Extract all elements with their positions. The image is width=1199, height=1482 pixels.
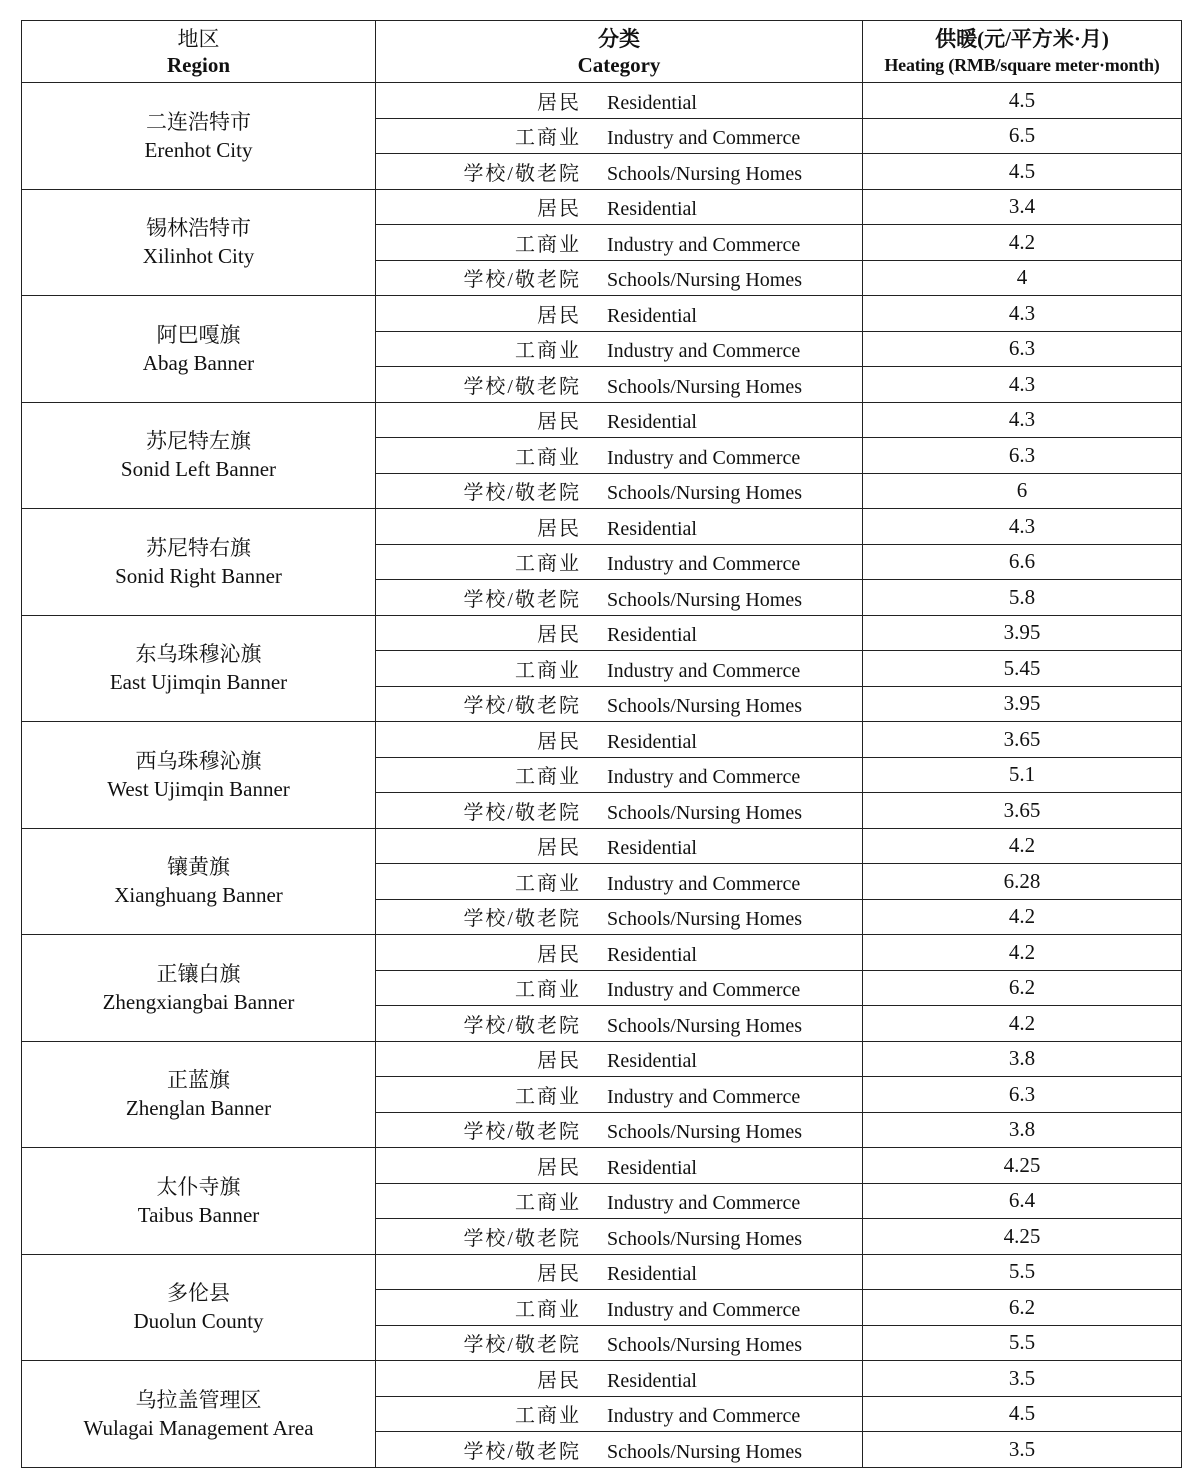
heating-price-cell: 4.5 <box>863 83 1182 119</box>
region-cell <box>22 615 376 722</box>
category-cell <box>376 686 863 722</box>
region-name-zh: 苏尼特右旗 <box>146 535 251 560</box>
category-label-zh: 居民 <box>537 837 581 860</box>
heating-price-cell: 4.2 <box>863 899 1182 935</box>
table-row <box>22 402 1182 438</box>
table-row <box>22 828 1182 864</box>
category-label-en: Schools/Nursing Homes <box>607 908 802 931</box>
region-name-zh: 多伦县 <box>167 1281 230 1306</box>
table-row <box>22 296 1182 332</box>
category-label-zh: 工商业 <box>515 340 581 363</box>
heating-price-cell: 3.65 <box>863 793 1182 829</box>
category-label-en: Residential <box>607 1156 697 1179</box>
category-label-zh: 居民 <box>537 1050 581 1073</box>
region-cell <box>22 828 376 935</box>
category-label-zh: 工商业 <box>515 446 581 469</box>
heating-price-cell: 6 <box>863 473 1182 509</box>
category-label-en: Residential <box>607 730 697 753</box>
heating-price-cell: 5.45 <box>863 651 1182 687</box>
heating-price-cell: 4.25 <box>863 1219 1182 1255</box>
category-cell <box>376 935 863 971</box>
category-label-en: Residential <box>607 624 697 647</box>
category-label-zh: 学校/敬老院 <box>463 1227 581 1250</box>
region-name-zh: 东乌珠穆沁旗 <box>135 642 262 667</box>
region-name-en: Xianghuang Banner <box>114 883 283 908</box>
category-label-en: Residential <box>607 837 697 860</box>
category-cell <box>376 509 863 545</box>
region-cell <box>22 509 376 616</box>
table-row <box>22 1041 1182 1077</box>
category-label-en: Schools/Nursing Homes <box>607 1334 802 1357</box>
heating-price-cell: 5.1 <box>863 757 1182 793</box>
category-cell <box>376 1006 863 1042</box>
category-label-zh: 工商业 <box>515 872 581 895</box>
category-label-en: Industry and Commerce <box>607 1298 801 1321</box>
category-cell <box>376 367 863 403</box>
region-name-en: Xilinhot City <box>142 244 255 269</box>
category-cell <box>376 1325 863 1361</box>
category-label-zh: 居民 <box>537 1156 581 1179</box>
category-cell <box>376 402 863 438</box>
heating-header <box>863 21 1182 83</box>
category-label-en: Schools/Nursing Homes <box>607 162 802 185</box>
region-name-zh: 镶黄旗 <box>167 855 230 880</box>
category-label-en: Schools/Nursing Homes <box>607 375 802 398</box>
category-label-zh: 学校/敬老院 <box>463 908 581 931</box>
category-label-zh: 学校/敬老院 <box>463 695 581 718</box>
category-label-zh: 居民 <box>537 730 581 753</box>
category-cell <box>376 1290 863 1326</box>
category-cell <box>376 473 863 509</box>
table-body <box>22 83 1182 1468</box>
category-label-zh: 居民 <box>537 198 581 221</box>
category-label-en: Schools/Nursing Homes <box>607 1227 802 1250</box>
region-name-en: Abag Banner <box>142 350 255 375</box>
table-row <box>22 83 1182 119</box>
heating-price-cell: 6.4 <box>863 1183 1182 1219</box>
category-label-en: Residential <box>607 943 697 966</box>
category-cell <box>376 331 863 367</box>
region-name-zh: 二连浩特市 <box>146 109 251 134</box>
region-name-en: Taibus Banner <box>137 1202 260 1227</box>
region-name-en: East Ujimqin Banner <box>109 670 288 695</box>
category-label-en: Industry and Commerce <box>607 233 801 256</box>
category-label-en: Industry and Commerce <box>607 979 801 1002</box>
table-row <box>22 189 1182 225</box>
category-label-en: Industry and Commerce <box>607 1405 801 1428</box>
category-label-en: Industry and Commerce <box>607 766 801 789</box>
category-label-en: Schools/Nursing Homes <box>607 482 802 505</box>
category-label-en: Industry and Commerce <box>607 1085 801 1108</box>
category-label-zh: 学校/敬老院 <box>463 588 581 611</box>
region-header-en: Region <box>167 52 230 77</box>
category-cell <box>376 1396 863 1432</box>
category-label-zh: 学校/敬老院 <box>463 1014 581 1037</box>
category-cell <box>376 1077 863 1113</box>
category-label-en: Schools/Nursing Homes <box>607 1440 802 1463</box>
category-cell <box>376 1432 863 1468</box>
heating-price-cell: 3.4 <box>863 189 1182 225</box>
region-name-zh: 乌拉盖管理区 <box>135 1387 262 1412</box>
table-row <box>22 1254 1182 1290</box>
category-label-en: Industry and Commerce <box>607 872 801 895</box>
region-cell <box>22 935 376 1042</box>
category-label-zh: 居民 <box>537 1369 581 1392</box>
category-label-zh: 工商业 <box>515 1405 581 1428</box>
category-cell <box>376 970 863 1006</box>
heating-price-cell: 3.8 <box>863 1112 1182 1148</box>
category-label-en: Schools/Nursing Homes <box>607 801 802 824</box>
category-cell <box>376 544 863 580</box>
table-row <box>22 935 1182 971</box>
category-cell <box>376 757 863 793</box>
region-name-zh: 阿巴嘎旗 <box>156 322 241 347</box>
heating-price-cell: 4.3 <box>863 402 1182 438</box>
region-cell <box>22 1148 376 1255</box>
category-label-zh: 学校/敬老院 <box>463 162 581 185</box>
heating-price-cell: 3.8 <box>863 1041 1182 1077</box>
category-label-en: Industry and Commerce <box>607 1192 801 1215</box>
heating-price-cell: 6.2 <box>863 1290 1182 1326</box>
category-cell <box>376 899 863 935</box>
category-label-en: Schools/Nursing Homes <box>607 269 802 292</box>
category-label-en: Residential <box>607 91 697 114</box>
region-name-zh: 苏尼特左旗 <box>146 429 251 454</box>
category-header-en: Category <box>577 52 661 77</box>
region-header <box>22 21 376 83</box>
category-cell <box>376 83 863 119</box>
category-header-zh: 分类 <box>598 26 640 51</box>
heating-price-cell: 6.2 <box>863 970 1182 1006</box>
category-label-zh: 学校/敬老院 <box>463 1440 581 1463</box>
heating-price-cell: 5.8 <box>863 580 1182 616</box>
heating-price-cell: 4.5 <box>863 1396 1182 1432</box>
category-label-zh: 居民 <box>537 624 581 647</box>
heating-price-cell: 4.2 <box>863 828 1182 864</box>
category-label-zh: 学校/敬老院 <box>463 375 581 398</box>
heating-price-cell: 4.2 <box>863 1006 1182 1042</box>
region-name-en: Sonid Right Banner <box>115 563 282 588</box>
category-cell <box>376 1254 863 1290</box>
category-cell <box>376 1183 863 1219</box>
category-label-en: Schools/Nursing Homes <box>607 695 802 718</box>
category-label-en: Industry and Commerce <box>607 553 801 576</box>
heating-price-cell: 6.3 <box>863 438 1182 474</box>
category-cell <box>376 828 863 864</box>
category-label-zh: 学校/敬老院 <box>463 1334 581 1357</box>
heating-price-cell: 4.2 <box>863 935 1182 971</box>
heating-price-cell: 6.28 <box>863 864 1182 900</box>
category-label-zh: 工商业 <box>515 1085 581 1108</box>
table-row <box>22 615 1182 651</box>
category-header <box>376 21 863 83</box>
category-label-zh: 居民 <box>537 304 581 327</box>
category-label-en: Residential <box>607 517 697 540</box>
category-label-en: Schools/Nursing Homes <box>607 588 802 611</box>
region-name-en: Zhengxiangbai Banner <box>102 989 295 1014</box>
category-label-en: Residential <box>607 1050 697 1073</box>
heating-price-cell: 4.5 <box>863 154 1182 190</box>
category-cell <box>376 1148 863 1184</box>
table-row <box>22 509 1182 545</box>
heating-price-cell: 4.3 <box>863 367 1182 403</box>
category-cell <box>376 296 863 332</box>
heating-price-cell: 6.3 <box>863 331 1182 367</box>
category-label-zh: 工商业 <box>515 127 581 150</box>
category-label-en: Residential <box>607 304 697 327</box>
region-name-en: Zhenglan Banner <box>125 1096 272 1121</box>
region-name-en: West Ujimqin Banner <box>107 776 290 801</box>
category-label-zh: 工商业 <box>515 553 581 576</box>
category-cell <box>376 1112 863 1148</box>
category-cell <box>376 722 863 758</box>
category-label-en: Industry and Commerce <box>607 127 801 150</box>
category-cell <box>376 793 863 829</box>
category-cell <box>376 189 863 225</box>
category-label-zh: 居民 <box>537 91 581 114</box>
region-name-zh: 正镶白旗 <box>156 961 241 986</box>
category-label-zh: 工商业 <box>515 1192 581 1215</box>
table-row <box>22 1361 1182 1397</box>
category-cell <box>376 260 863 296</box>
category-cell <box>376 154 863 190</box>
category-label-zh: 工商业 <box>515 659 581 682</box>
category-cell <box>376 615 863 651</box>
table-row <box>22 722 1182 758</box>
region-name-zh: 正蓝旗 <box>167 1068 230 1093</box>
heating-price-cell: 3.5 <box>863 1432 1182 1468</box>
category-label-zh: 居民 <box>537 411 581 434</box>
category-label-zh: 工商业 <box>515 1298 581 1321</box>
category-label-zh: 居民 <box>537 517 581 540</box>
category-label-en: Industry and Commerce <box>607 340 801 363</box>
category-label-zh: 工商业 <box>515 233 581 256</box>
heating-price-cell: 3.95 <box>863 686 1182 722</box>
region-name-en: Wulagai Management Area <box>83 1415 314 1440</box>
table-header-row <box>22 21 1182 83</box>
heating-price-cell: 5.5 <box>863 1325 1182 1361</box>
category-cell <box>376 438 863 474</box>
heating-header-en: Heating (RMB/square meter·month) <box>884 54 1160 75</box>
region-name-en: Erenhot City <box>144 137 253 162</box>
region-cell <box>22 1254 376 1361</box>
category-label-en: Residential <box>607 411 697 434</box>
heating-price-cell: 4.25 <box>863 1148 1182 1184</box>
category-cell <box>376 225 863 261</box>
category-label-en: Industry and Commerce <box>607 659 801 682</box>
category-label-en: Residential <box>607 1263 697 1286</box>
heating-price-cell: 6.5 <box>863 118 1182 154</box>
category-label-en: Industry and Commerce <box>607 446 801 469</box>
heating-price-cell: 3.95 <box>863 615 1182 651</box>
category-label-en: Schools/Nursing Homes <box>607 1014 802 1037</box>
heating-price-table <box>21 20 1182 1468</box>
region-cell <box>22 1361 376 1468</box>
category-label-zh: 居民 <box>537 943 581 966</box>
category-label-zh: 学校/敬老院 <box>463 269 581 292</box>
category-label-zh: 居民 <box>537 1263 581 1286</box>
category-cell <box>376 1219 863 1255</box>
category-cell <box>376 1361 863 1397</box>
category-label-zh: 工商业 <box>515 979 581 1002</box>
region-name-en: Sonid Left Banner <box>120 457 277 482</box>
category-label-zh: 学校/敬老院 <box>463 482 581 505</box>
heating-price-cell: 4.3 <box>863 509 1182 545</box>
heating-price-cell: 4 <box>863 260 1182 296</box>
region-cell <box>22 402 376 509</box>
region-name-zh: 锡林浩特市 <box>146 216 251 241</box>
region-name-zh: 西乌珠穆沁旗 <box>135 748 262 773</box>
heating-price-cell: 5.5 <box>863 1254 1182 1290</box>
heating-price-cell: 6.3 <box>863 1077 1182 1113</box>
category-label-zh: 工商业 <box>515 766 581 789</box>
category-label-zh: 学校/敬老院 <box>463 1121 581 1144</box>
category-label-en: Residential <box>607 198 697 221</box>
table-row <box>22 1148 1182 1184</box>
heating-price-cell: 3.5 <box>863 1361 1182 1397</box>
category-cell <box>376 118 863 154</box>
region-cell <box>22 722 376 829</box>
category-cell <box>376 864 863 900</box>
region-name-zh: 太仆寺旗 <box>156 1174 241 1199</box>
heating-price-cell: 4.3 <box>863 296 1182 332</box>
category-cell <box>376 580 863 616</box>
category-label-en: Schools/Nursing Homes <box>607 1121 802 1144</box>
category-label-en: Residential <box>607 1369 697 1392</box>
heating-price-cell: 3.65 <box>863 722 1182 758</box>
region-header-zh: 地区 <box>177 26 220 51</box>
category-cell <box>376 1041 863 1077</box>
heating-price-cell: 4.2 <box>863 225 1182 261</box>
region-cell <box>22 296 376 403</box>
region-cell <box>22 83 376 190</box>
region-name-en: Duolun County <box>133 1309 264 1334</box>
region-cell <box>22 189 376 296</box>
heating-price-cell: 6.6 <box>863 544 1182 580</box>
region-cell <box>22 1041 376 1148</box>
category-label-zh: 学校/敬老院 <box>463 801 581 824</box>
category-cell <box>376 651 863 687</box>
heating-header-zh: 供暖(元/平方米·月) <box>935 26 1109 51</box>
